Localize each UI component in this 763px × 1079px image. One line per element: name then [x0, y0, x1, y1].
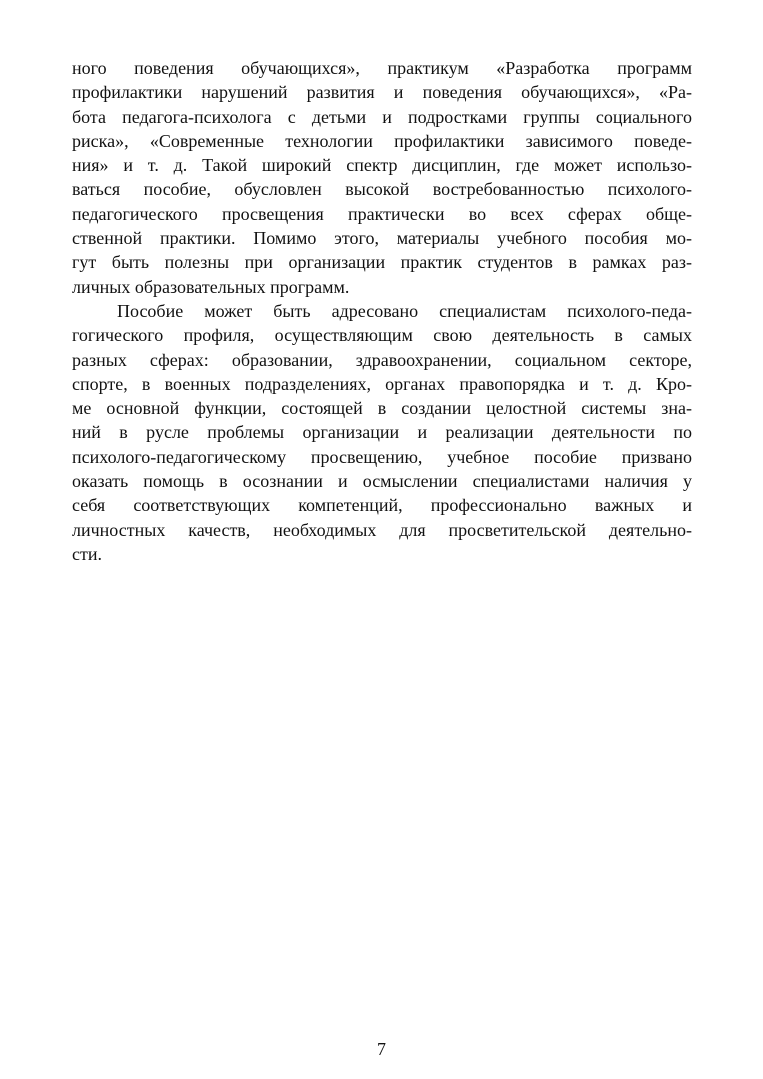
text-line: профилактики нарушений развития и поведения обучающихся», «Ра- [72, 82, 692, 103]
text-line: ного поведения обучающихся», практикум «Разработка программ [72, 58, 692, 78]
text-line: психолого-педагогическому просвещению, учебное пособие призвано [72, 446, 692, 467]
text-line: риска», «Современные технологии профилактики зависимого поведе- [72, 130, 692, 151]
text-line: бота педагога-психолога с детьми и подростками группы социального [72, 106, 692, 127]
text-line: ний в русле проблемы организации и реализации деятельности по [72, 422, 692, 443]
text-line: спорте, в военных подразделениях, органах правопорядка и т. д. Кро- [72, 373, 692, 394]
text-line: Пособие может быть адресовано специалистам психолого-педа- [117, 300, 692, 321]
text-line: педагогического просвещения практически во всех сферах обще- [72, 203, 692, 224]
text-line: гогического профиля, осуществляющим свою деятельность в самых [72, 325, 692, 346]
text-line: личностных качеств, необходимых для просветительской деятельно- [72, 519, 692, 540]
text-line: ственной практики. Помимо этого, материалы учебного пособия мо- [72, 228, 692, 249]
text-line: сти. [72, 543, 102, 564]
body-text [72, 56, 692, 566]
text-line: ваться пособие, обусловлен высокой востребованностью психолого- [72, 179, 692, 200]
text-line: себя соответствующих компетенций, профессионально важных и [72, 495, 692, 516]
paragraph-continuation [72, 56, 692, 299]
page-number: 7 [377, 1039, 386, 1059]
text-line: личных образовательных программ. [72, 276, 350, 297]
text-line: оказать помощь в осознании и осмыслении специалистами наличия у [72, 471, 692, 492]
text-line: ме основной функции, состоящей в создании целостной системы зна- [72, 398, 692, 419]
paragraph-audience [72, 299, 692, 566]
text-line: ния» и т. д. Такой широкий спектр дисциплин, где может использо- [72, 155, 692, 176]
text-line: разных сферах: образовании, здравоохранении, социальном секторе, [72, 349, 692, 370]
text-line: гут быть полезны при организации практик студентов в рамках раз- [72, 252, 692, 273]
